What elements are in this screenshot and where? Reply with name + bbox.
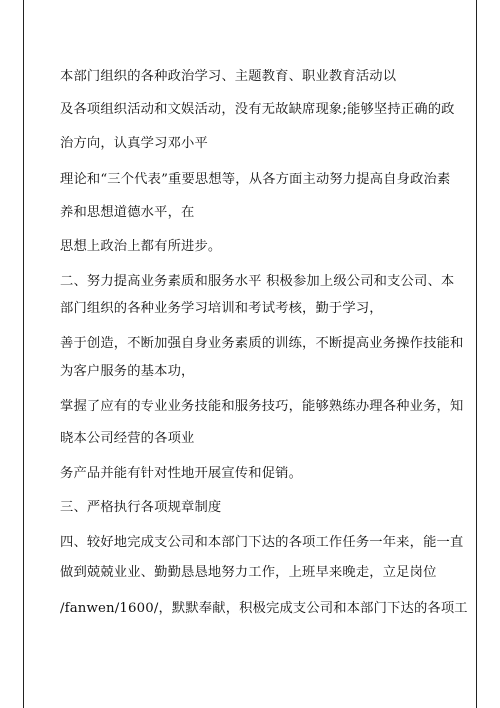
text-line: 晓本公司经营的各项业 <box>60 431 195 446</box>
text-line: 本部门组织的各种政治学习、主题教育、职业教育活动以 <box>60 69 397 84</box>
text-line: /fanwen/1600/，默默奉献，积极完成支公司和本部门下达的各项工 <box>60 601 468 616</box>
text-line: 务产品并能有针对性地开展宣传和促销。 <box>60 466 303 481</box>
text-line: 四、较好地完成支公司和本部门下达的各项工作任务一年来，能一直 <box>60 535 464 550</box>
text-line: 做到兢兢业业、勤勤恳恳地努力工作，上班早来晚走，立足岗位 <box>60 565 437 580</box>
text-line: 思想上政治上都有所进步。 <box>60 239 222 254</box>
text-line: 治方向，认真学习邓小平 <box>60 136 208 151</box>
text-line: 掌握了应有的专业业务技能和服务技巧，能够熟练办理各种业务，知 <box>60 399 464 414</box>
text-line: 及各项组织活动和文娱活动，没有无故缺席现象;能够坚持正确的政 <box>60 102 455 117</box>
text-line: 理论和“三个代表”重要思想等，从各方面主动努力提高自身政治素 <box>60 172 451 187</box>
text-line: 善于创造，不断加强自身业务素质的训练，不断提高业务操作技能和 <box>60 336 464 351</box>
text-line: 养和思想道德水平，在 <box>60 205 195 220</box>
text-line: 为客户服务的基本功， <box>60 364 195 379</box>
section-heading: 三、严格执行各项规章制度 <box>60 500 222 515</box>
text-line: 部门组织的各种业务学习培训和考试考核，勤于学习， <box>60 301 383 316</box>
text-line: 二、努力提高业务素质和服务水平 积极参加上级公司和支公司、本 <box>60 274 455 289</box>
